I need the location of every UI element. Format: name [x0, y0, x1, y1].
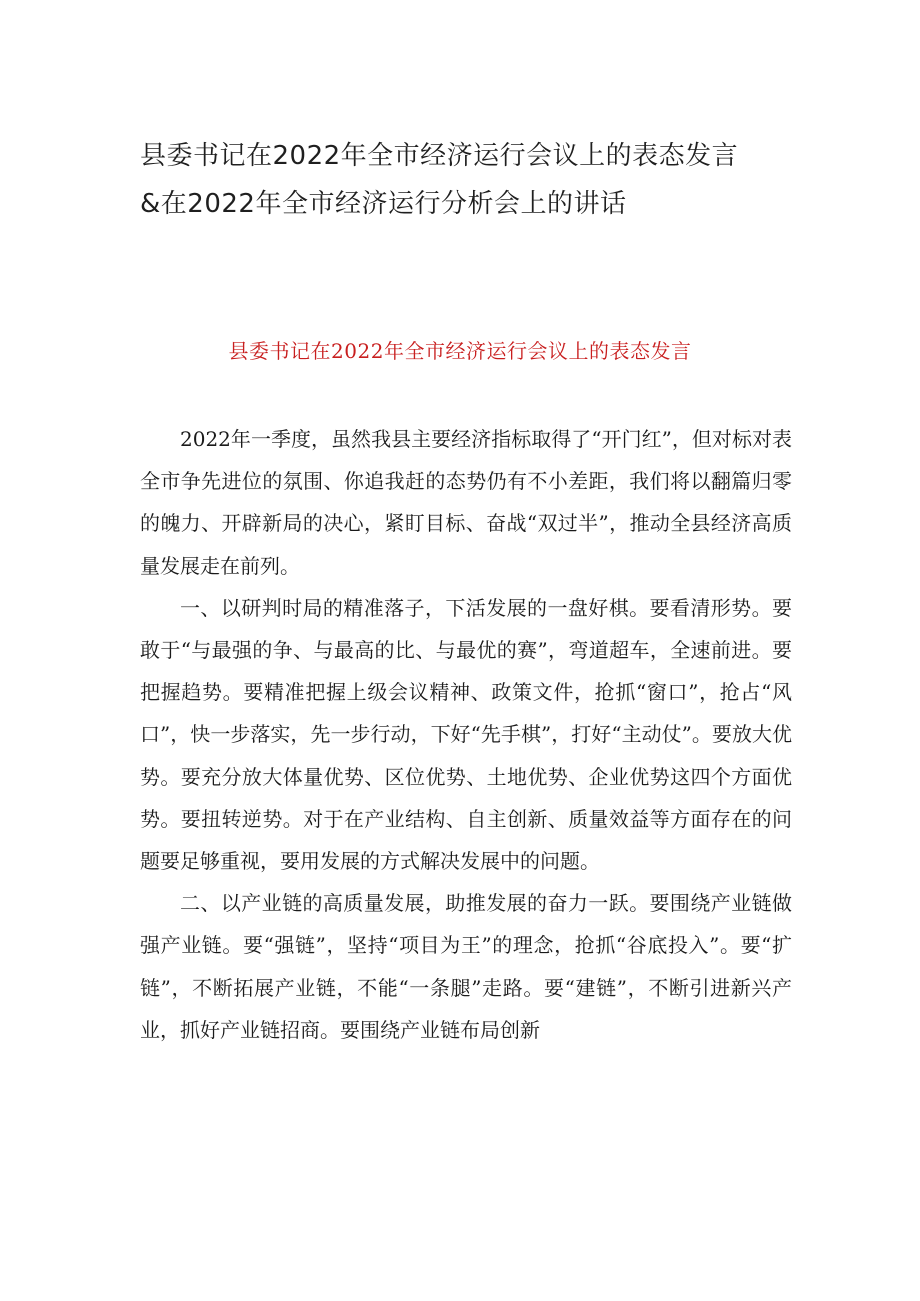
section-title: 县委书记在2022年全市经济运行会议上的表态发言 — [228, 339, 692, 363]
document-title — [140, 132, 800, 228]
paragraph-point-two: 二、以产业链的高质量发展，助推发展的奋力一跃。要围绕产业链做强产业链。要“强链”，坚持“项目为王”的理念，抢抓“谷底投入”。要“扩链”，不断拓展产业链，不能“一条腿”走路。要“建链”，不断引进新兴产业，抓好产业链招商。要围绕产业链布局创新 — [140, 891, 792, 1042]
document-body — [140, 418, 792, 1051]
paragraph-point-one: 一、以研判时局的精准落子，下活发展的一盘好棋。要看清形势。要敢于“与最强的争、与最高的比、与最优的赛”，弯道超车，全速前进。要把握趋势。要精准把握上级会议精神、政策文件，抢抓“窗口”，抢占“风口”，快一步落实，先一步行动，下好“先手棋”，打好“主动仗”。要放大优势。要充分放大体量优势、区位优势、土地优势、企业优势这四个方面优势。要扭转逆势。对于在产业结构、自主创新、质量效益等方面存在的问题要足够重视，要用发展的方式解决发展中的问题。 — [140, 595, 792, 874]
document-title-line-1: 县委书记在2022年全市经济运行会议上的表态发言 — [140, 141, 739, 171]
paragraph-intro: 2022年一季度，虽然我县主要经济指标取得了“开门红”，但对标对表全市争先进位的氛围、你追我赶的态势仍有不小差距，我们将以翻篇归零的魄力、开辟新局的决心，紧盯目标、奋战“双过半”，推动全县经济高质量发展走在前列。 — [140, 427, 792, 578]
document-title-line-2: &在2022年全市经济运行分析会上的讲话 — [140, 189, 627, 219]
